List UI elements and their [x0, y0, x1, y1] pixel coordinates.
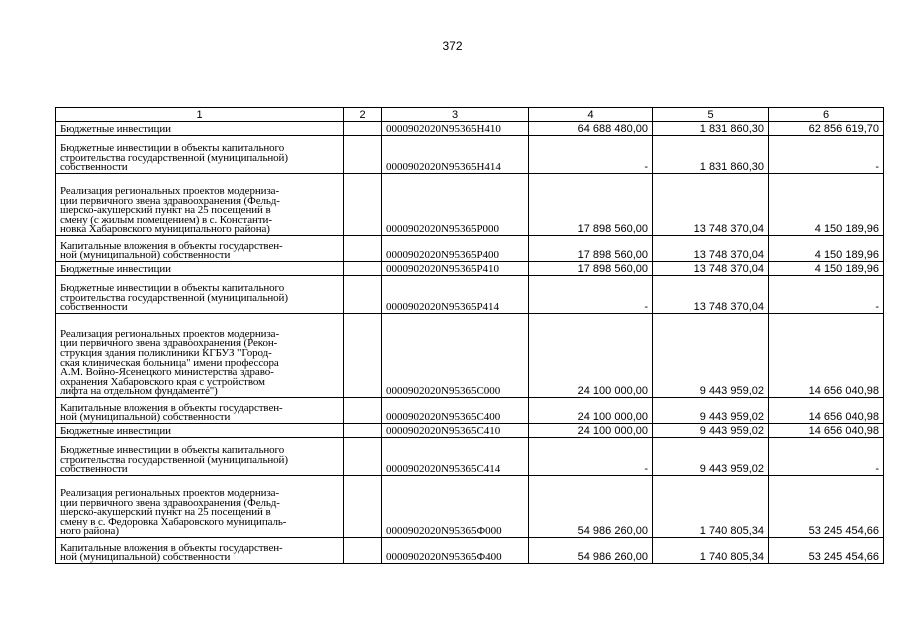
table-row	[56, 122, 884, 136]
row-name: Бюджетные инвестиции в объекты капитального строительства государственной (муниципальной) собственности	[56, 276, 344, 314]
table-row	[56, 276, 884, 314]
table-row	[56, 476, 884, 538]
row-col2	[344, 276, 382, 314]
row-col2	[344, 262, 382, 276]
row-col6: -	[769, 276, 884, 314]
row-code: 0000902020N95365C414	[382, 438, 529, 476]
row-col4: 24 100 000,00	[529, 424, 653, 438]
row-col5: 1 740 805,34	[653, 476, 769, 538]
row-col2	[344, 236, 382, 262]
row-name: Бюджетные инвестиции	[56, 424, 344, 438]
column-header-1: 1	[56, 108, 344, 122]
row-col4: -	[529, 136, 653, 174]
row-name: Капитальные вложения в объекты государствен- ной (муниципальной) собственности	[56, 398, 344, 424]
row-col2	[344, 314, 382, 398]
column-header-5: 5	[653, 108, 769, 122]
row-col4: 54 986 260,00	[529, 538, 653, 564]
table-row	[56, 398, 884, 424]
budget-table	[55, 107, 884, 564]
row-col5: 9 443 959,02	[653, 398, 769, 424]
table-row	[56, 174, 884, 236]
row-code: 0000902020N95365H414	[382, 136, 529, 174]
row-name: Бюджетные инвестиции	[56, 122, 344, 136]
row-col4: 17 898 560,00	[529, 174, 653, 236]
row-col6: -	[769, 136, 884, 174]
row-code: 0000902020N95365C000	[382, 314, 529, 398]
row-col4: 17 898 560,00	[529, 236, 653, 262]
table-row	[56, 438, 884, 476]
column-header-6: 6	[769, 108, 884, 122]
row-col2	[344, 398, 382, 424]
row-code: 0000902020N95365P414	[382, 276, 529, 314]
row-name: Капитальные вложения в объекты государствен- ной (муниципальной) собственности	[56, 236, 344, 262]
row-col4: 54 986 260,00	[529, 476, 653, 538]
row-code: 0000902020N95365Ф000	[382, 476, 529, 538]
row-code: 0000902020N95365C410	[382, 424, 529, 438]
table-row	[56, 136, 884, 174]
row-col6: 4 150 189,96	[769, 236, 884, 262]
page-number: 372	[442, 39, 463, 53]
row-col2	[344, 438, 382, 476]
row-col6: 14 656 040,98	[769, 398, 884, 424]
row-col5: 13 748 370,04	[653, 276, 769, 314]
row-col4: -	[529, 438, 653, 476]
row-col2	[344, 122, 382, 136]
table-row	[56, 424, 884, 438]
row-col2	[344, 424, 382, 438]
row-name: Реализация региональных проектов модерниза- ции первичного звена здравоохранения (Фельд- шерско-акушерский пункт на 25 посещений в смену в с. Федоровка Хабаровского муниципаль- ного района)	[56, 476, 344, 538]
row-name: Бюджетные инвестиции в объекты капитального строительства государственной (муниципальной) собственности	[56, 136, 344, 174]
row-col4: 64 688 480,00	[529, 122, 653, 136]
row-name: Реализация региональных проектов модерниза- ции первичного звена здравоохранения (Фельд- шерско-акушерский пункт на 25 посещений в смену (с жилым помещением) в с. Константи- новка Хабаровского муниципального района)	[56, 174, 344, 236]
row-col5: 9 443 959,02	[653, 438, 769, 476]
row-code: 0000902020N95365P410	[382, 262, 529, 276]
row-col5: 13 748 370,04	[653, 236, 769, 262]
row-col6: 4 150 189,96	[769, 262, 884, 276]
row-code: 0000902020N95365P400	[382, 236, 529, 262]
table-row	[56, 538, 884, 564]
row-col5: 1 740 805,34	[653, 538, 769, 564]
row-col2	[344, 136, 382, 174]
row-code: 0000902020N95365C400	[382, 398, 529, 424]
row-col5: 13 748 370,04	[653, 174, 769, 236]
row-col4: 24 100 000,00	[529, 398, 653, 424]
row-name: Бюджетные инвестиции в объекты капитального строительства государственной (муниципальной) собственности	[56, 438, 344, 476]
table-row	[56, 236, 884, 262]
row-name: Реализация региональных проектов модерниза- ции первичного звена здравоохранения (Рекон- струкция здания поликлиники КГБУЗ "Город- ская клиническая больница" имени профессора А.М. Войно-Ясенецкого министерства здраво- охранения Хабаровского края с устройством лифта на отдельном фундаменте")	[56, 314, 344, 398]
row-col4: 24 100 000,00	[529, 314, 653, 398]
row-col4: -	[529, 276, 653, 314]
row-name: Капитальные вложения в объекты государствен- ной (муниципальной) собственности	[56, 538, 344, 564]
row-col6: 53 245 454,66	[769, 476, 884, 538]
row-col6: 14 656 040,98	[769, 424, 884, 438]
row-col6: 4 150 189,96	[769, 174, 884, 236]
row-col5: 13 748 370,04	[653, 262, 769, 276]
row-col2	[344, 538, 382, 564]
row-col2	[344, 174, 382, 236]
row-code: 0000902020N95365P000	[382, 174, 529, 236]
row-col5: 1 831 860,30	[653, 136, 769, 174]
table-row	[56, 262, 884, 276]
table-row	[56, 314, 884, 398]
row-col5: 9 443 959,02	[653, 314, 769, 398]
row-col2	[344, 476, 382, 538]
row-col4: 17 898 560,00	[529, 262, 653, 276]
row-col6: 14 656 040,98	[769, 314, 884, 398]
row-code: 0000902020N95365Ф400	[382, 538, 529, 564]
row-col6: -	[769, 438, 884, 476]
row-name: Бюджетные инвестиции	[56, 262, 344, 276]
row-col5: 9 443 959,02	[653, 424, 769, 438]
row-code: 0000902020N95365H410	[382, 122, 529, 136]
column-header-4: 4	[529, 108, 653, 122]
row-col6: 62 856 619,70	[769, 122, 884, 136]
column-header-3: 3	[382, 108, 529, 122]
row-col6: 53 245 454,66	[769, 538, 884, 564]
column-header-2: 2	[344, 108, 382, 122]
table-header-row	[56, 108, 884, 122]
row-col5: 1 831 860,30	[653, 122, 769, 136]
